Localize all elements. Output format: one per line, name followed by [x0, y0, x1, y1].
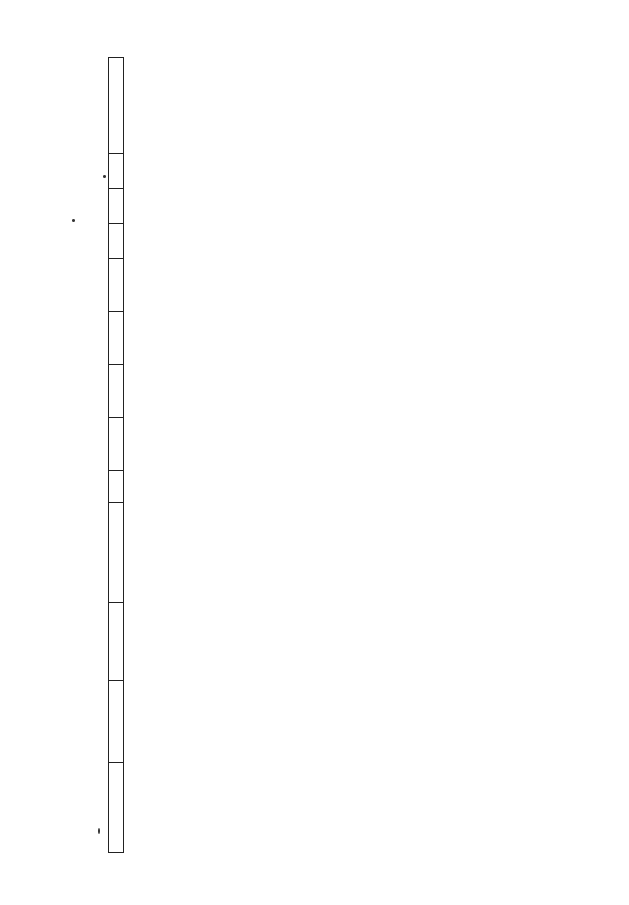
column-header [109, 418, 124, 471]
column-header [109, 603, 124, 681]
budget-table [108, 57, 124, 853]
scan-speck [98, 828, 100, 834]
column-header [109, 259, 124, 312]
column-header [109, 365, 124, 418]
column-header [109, 503, 124, 603]
header-row [109, 58, 124, 853]
scan-speck [103, 175, 106, 178]
scan-speck [72, 219, 75, 222]
column-header [109, 471, 124, 503]
column-header [109, 154, 124, 189]
rotated-table-container [108, 58, 629, 853]
column-header [109, 189, 124, 224]
column-header [109, 763, 124, 853]
column-header [109, 58, 124, 154]
column-header [109, 681, 124, 763]
column-header [109, 312, 124, 365]
column-header [109, 224, 124, 259]
